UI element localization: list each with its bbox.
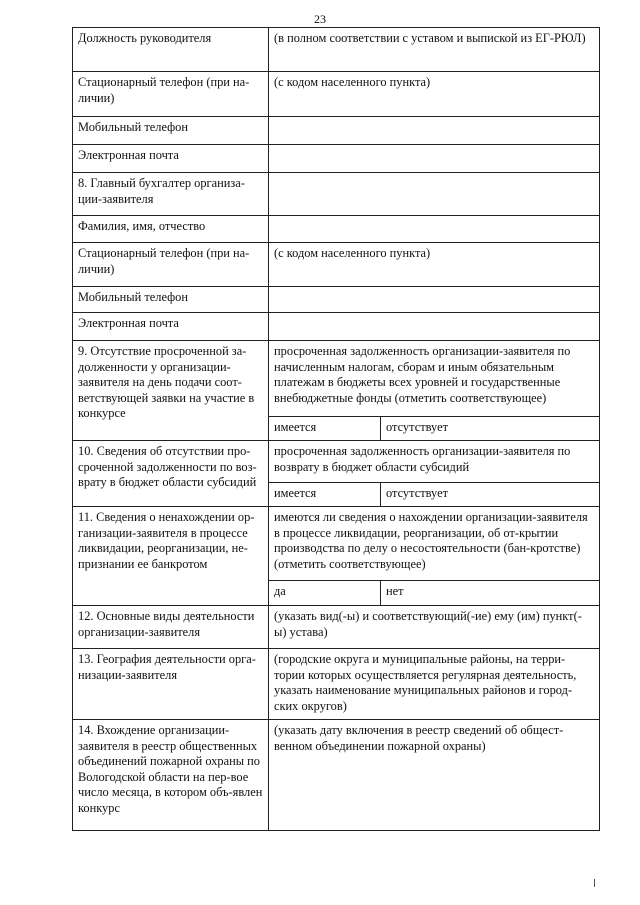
row-label: Мобильный телефон — [73, 287, 269, 313]
row-value — [269, 287, 600, 313]
row-value — [269, 216, 600, 243]
row-label: 9. Отсутствие просроченной за-долженности у организации-заявителя на день подачи соот-ветствующей заявки на участие в конкурсе — [73, 341, 269, 441]
row-label: Мобильный телефон — [73, 117, 269, 145]
row-value: (с кодом населенного пункта) — [269, 243, 600, 287]
option-cell: нет — [381, 581, 600, 606]
row-label: Электронная почта — [73, 145, 269, 173]
table-row — [73, 28, 600, 72]
row-label: 8. Главный бухгалтер организа-ции-заявителя — [73, 173, 269, 216]
table-row — [73, 72, 600, 117]
table-row — [73, 216, 600, 243]
application-form-table — [72, 27, 600, 831]
row-value: (городские округа и муниципальные районы, на терри-тории которых осуществляется регулярная деятельность, указать наименование муниципальных районов и город-ских округов) — [269, 649, 600, 720]
row-label: Стационарный телефон (при на-личии) — [73, 72, 269, 117]
row-value — [269, 313, 600, 341]
option-cell: да — [269, 581, 381, 606]
row-label: Фамилия, имя, отчество — [73, 216, 269, 243]
page-number: 23 — [314, 12, 326, 26]
table-row — [73, 606, 600, 649]
row-value — [269, 117, 600, 145]
row-label: 11. Сведения о ненахождении ор-ганизации-заявителя в процессе ликвидации, реорганизации, не-признании ее банкротом — [73, 507, 269, 606]
option-cell: имеется — [269, 483, 381, 507]
row-value: просроченная задолженность организации-заявителя по возврату в бюджет области субсидий — [269, 441, 600, 483]
row-value: (указать вид(-ы) и соответствующий(-ие) ему (им) пункт(-ы) устава) — [269, 606, 600, 649]
row-value: имеются ли сведения о нахождении организации-заявителя в процессе ликвидации, реорганизации, об от-крытии производства по делу о несостоятельности (бан-кротстве) (отметить соответствующее) — [269, 507, 600, 581]
table-row — [73, 507, 600, 581]
scan-mark — [594, 879, 595, 887]
row-value: просроченная задолженность организации-заявителя по начисленным налогам, сборам и иным обязательным платежам в бюджеты всех уровней и государственные внебюджетные фонды (отметить соответствующее) — [269, 341, 600, 417]
option-cell: отсутствует — [381, 417, 600, 441]
row-label: 14. Вхождение организации-заявителя в реестр общественных объединений пожарной охраны по Вологодской области на пер-вое число месяца, в котором объ-явлен конкурс — [73, 720, 269, 831]
table-row — [73, 173, 600, 216]
row-label: Стационарный телефон (при на-личии) — [73, 243, 269, 287]
row-label: 13. География деятельности орга-низации-заявителя — [73, 649, 269, 720]
row-value — [269, 145, 600, 173]
row-label: 12. Основные виды деятельности организации-заявителя — [73, 606, 269, 649]
table-row — [73, 441, 600, 483]
row-value: (в полном соответствии с уставом и выпиской из ЕГ-РЮЛ) — [269, 28, 600, 72]
table-row — [73, 649, 600, 720]
row-label: Должность руководителя — [73, 28, 269, 72]
row-value: (с кодом населенного пункта) — [269, 72, 600, 117]
row-label: 10. Сведения об отсутствии про-сроченной задолженности по воз-врату в бюджет области субсидий — [73, 441, 269, 507]
row-label: Электронная почта — [73, 313, 269, 341]
table-row — [73, 341, 600, 417]
option-cell: имеется — [269, 417, 381, 441]
row-value: (указать дату включения в реестр сведений об общест-венном объединении пожарной охраны) — [269, 720, 600, 831]
table-row — [73, 145, 600, 173]
table-row — [73, 287, 600, 313]
table-row — [73, 117, 600, 145]
row-value — [269, 173, 600, 216]
table-row — [73, 243, 600, 287]
table-row — [73, 313, 600, 341]
table-row — [73, 720, 600, 831]
option-cell: отсутствует — [381, 483, 600, 507]
